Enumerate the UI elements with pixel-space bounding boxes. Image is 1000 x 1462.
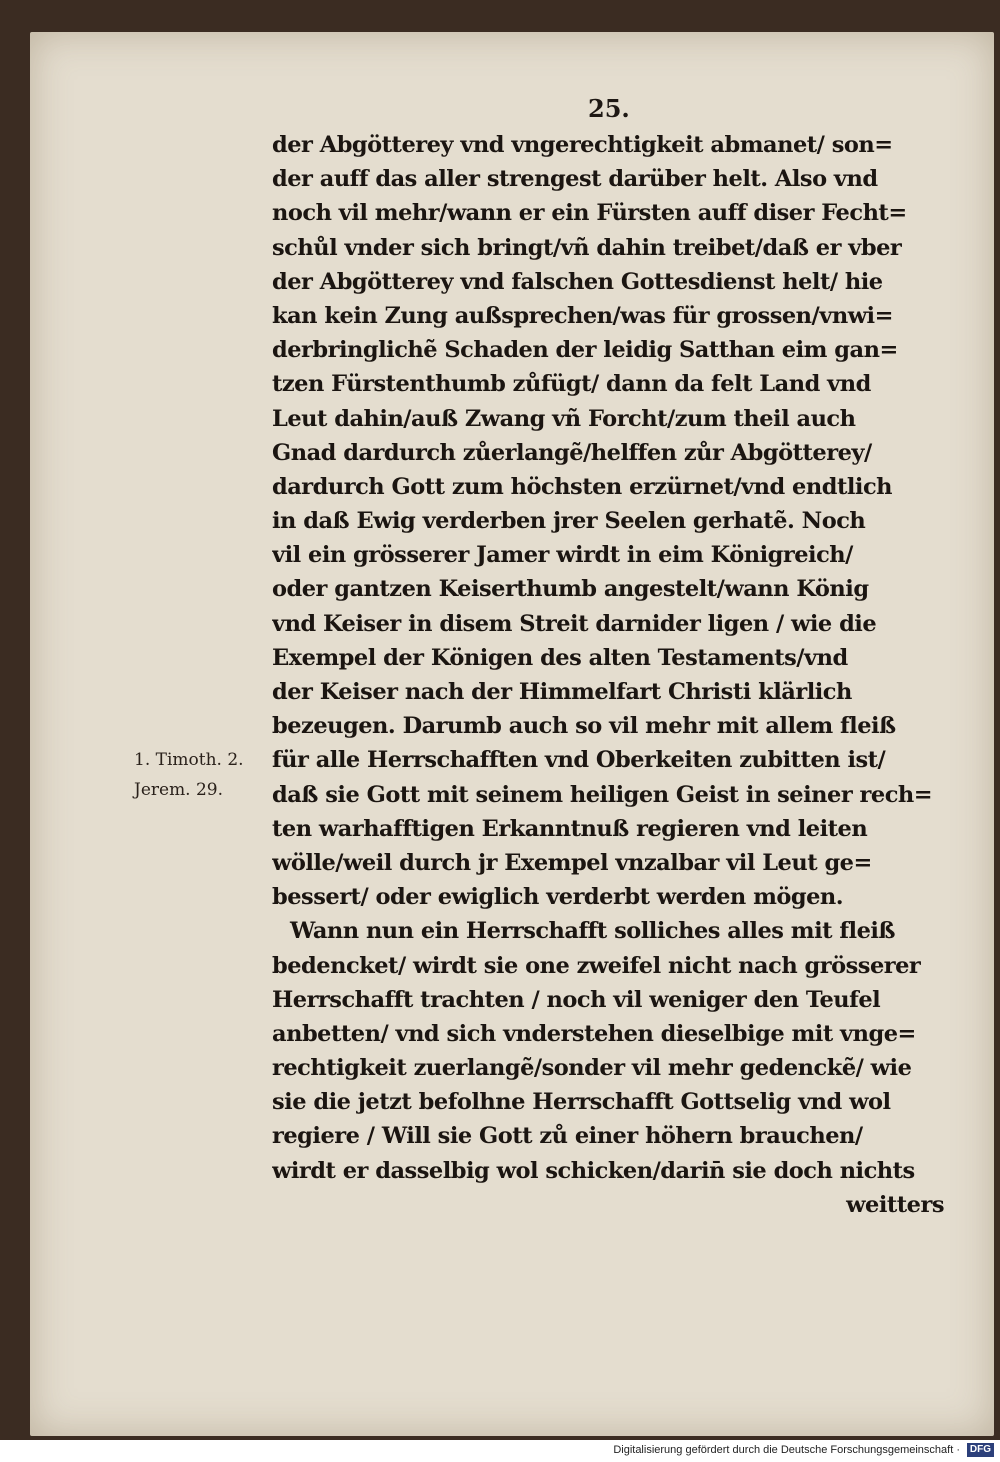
text-line: in daß Ewig verderben jrer Seelen gerhatẽ. Noch [272, 508, 866, 535]
text-line-paragraph-start: Wann nun ein Herrschafft solliches alles mit fleiß [290, 918, 896, 945]
text-line: für alle Herrschafften vnd Oberkeiten zubitten ist/ [272, 747, 886, 774]
text-line: der Abgötterey vnd falschen Gottesdienst helt/ hie [272, 268, 883, 295]
text-line: regiere / Will sie Gott zů einer höhern brauchen/ [272, 1123, 863, 1150]
footer-bar [0, 1440, 1000, 1462]
text-line: kan kein Zung außsprechen/was für grossen/vnwi= [272, 302, 893, 329]
text-line: daß sie Gott mit seinem heiligen Geist in seiner rech= [272, 781, 933, 808]
text-line: bessert/ oder ewiglich verderbt werden mögen. [272, 884, 844, 911]
dfg-logo: DFG [967, 1443, 994, 1457]
page-number: 25. [588, 94, 630, 123]
body-text [272, 128, 944, 1222]
text-line: bedencket/ wirdt sie one zweifel nicht nach grösserer [272, 952, 921, 979]
margin-note-timothy: 1. Timoth. 2. [134, 750, 244, 770]
text-line: noch vil mehr/wann er ein Fürsten auff diser Fecht= [272, 200, 907, 227]
text-line: Gnad dardurch zůerlangẽ/helffen zůr Abgötterey/ [272, 439, 872, 466]
text-line: Exempel der Königen des alten Testaments/vnd [272, 644, 848, 671]
text-line: rechtigkeit zuerlangẽ/sonder vil mehr gedenckẽ/ wie [272, 1055, 912, 1082]
text-line: der Abgötterey vnd vngerechtigkeit abmanet/ son= [272, 132, 893, 158]
text-line: wölle/weil durch jr Exempel vnzalbar vil Leut ge= [272, 849, 872, 876]
text-line: oder gantzen Keiserthumb angestelt/wann König [272, 576, 869, 603]
text-line: tzen Fürstenthumb zůfügt/ dann da felt Land vnd [272, 371, 871, 398]
text-line: derbringlichẽ Schaden der leidig Satthan eim gan= [272, 337, 898, 364]
text-line: der auff das aller strengest darüber helt. Also vnd [272, 166, 878, 193]
funding-credit: Digitalisierung gefördert durch die Deutsche Forschungsgemeinschaft · [613, 1444, 960, 1456]
text-line: schůl vnder sich bringt/vñ dahin treibet/daß er vber [272, 234, 902, 261]
text-line: sie die jetzt befolhne Herrschafft Gottselig vnd wol [272, 1089, 891, 1116]
text-line: vnd Keiser in disem Streit darnider ligen / wie die [272, 610, 877, 637]
text-line: vil ein grösserer Jamer wirdt in eim Königreich/ [272, 542, 853, 569]
text-line: Herrschafft trachten / noch vil weniger den Teufel [272, 986, 881, 1013]
text-line: dardurch Gott zum höchsten erzürnet/vnd endtlich [272, 473, 893, 500]
text-line: wirdt er dasselbig wol schicken/darin̄ sie doch nichts [272, 1157, 915, 1184]
text-line: anbetten/ vnd sich vnderstehen dieselbige mit vnge= [272, 1020, 916, 1047]
text-line: Leut dahin/auß Zwang vñ Forcht/zum theil auch [272, 405, 856, 432]
margin-note-jeremiah: Jerem. 29. [134, 780, 224, 800]
catchword: weitters [846, 1191, 944, 1218]
text-line: ten warhafftigen Erkanntnuß regieren vnd leiten [272, 815, 868, 842]
text-line: bezeugen. Darumb auch so vil mehr mit allem fleiß [272, 713, 896, 740]
text-line: der Keiser nach der Himmelfart Christi klärlich [272, 679, 852, 705]
